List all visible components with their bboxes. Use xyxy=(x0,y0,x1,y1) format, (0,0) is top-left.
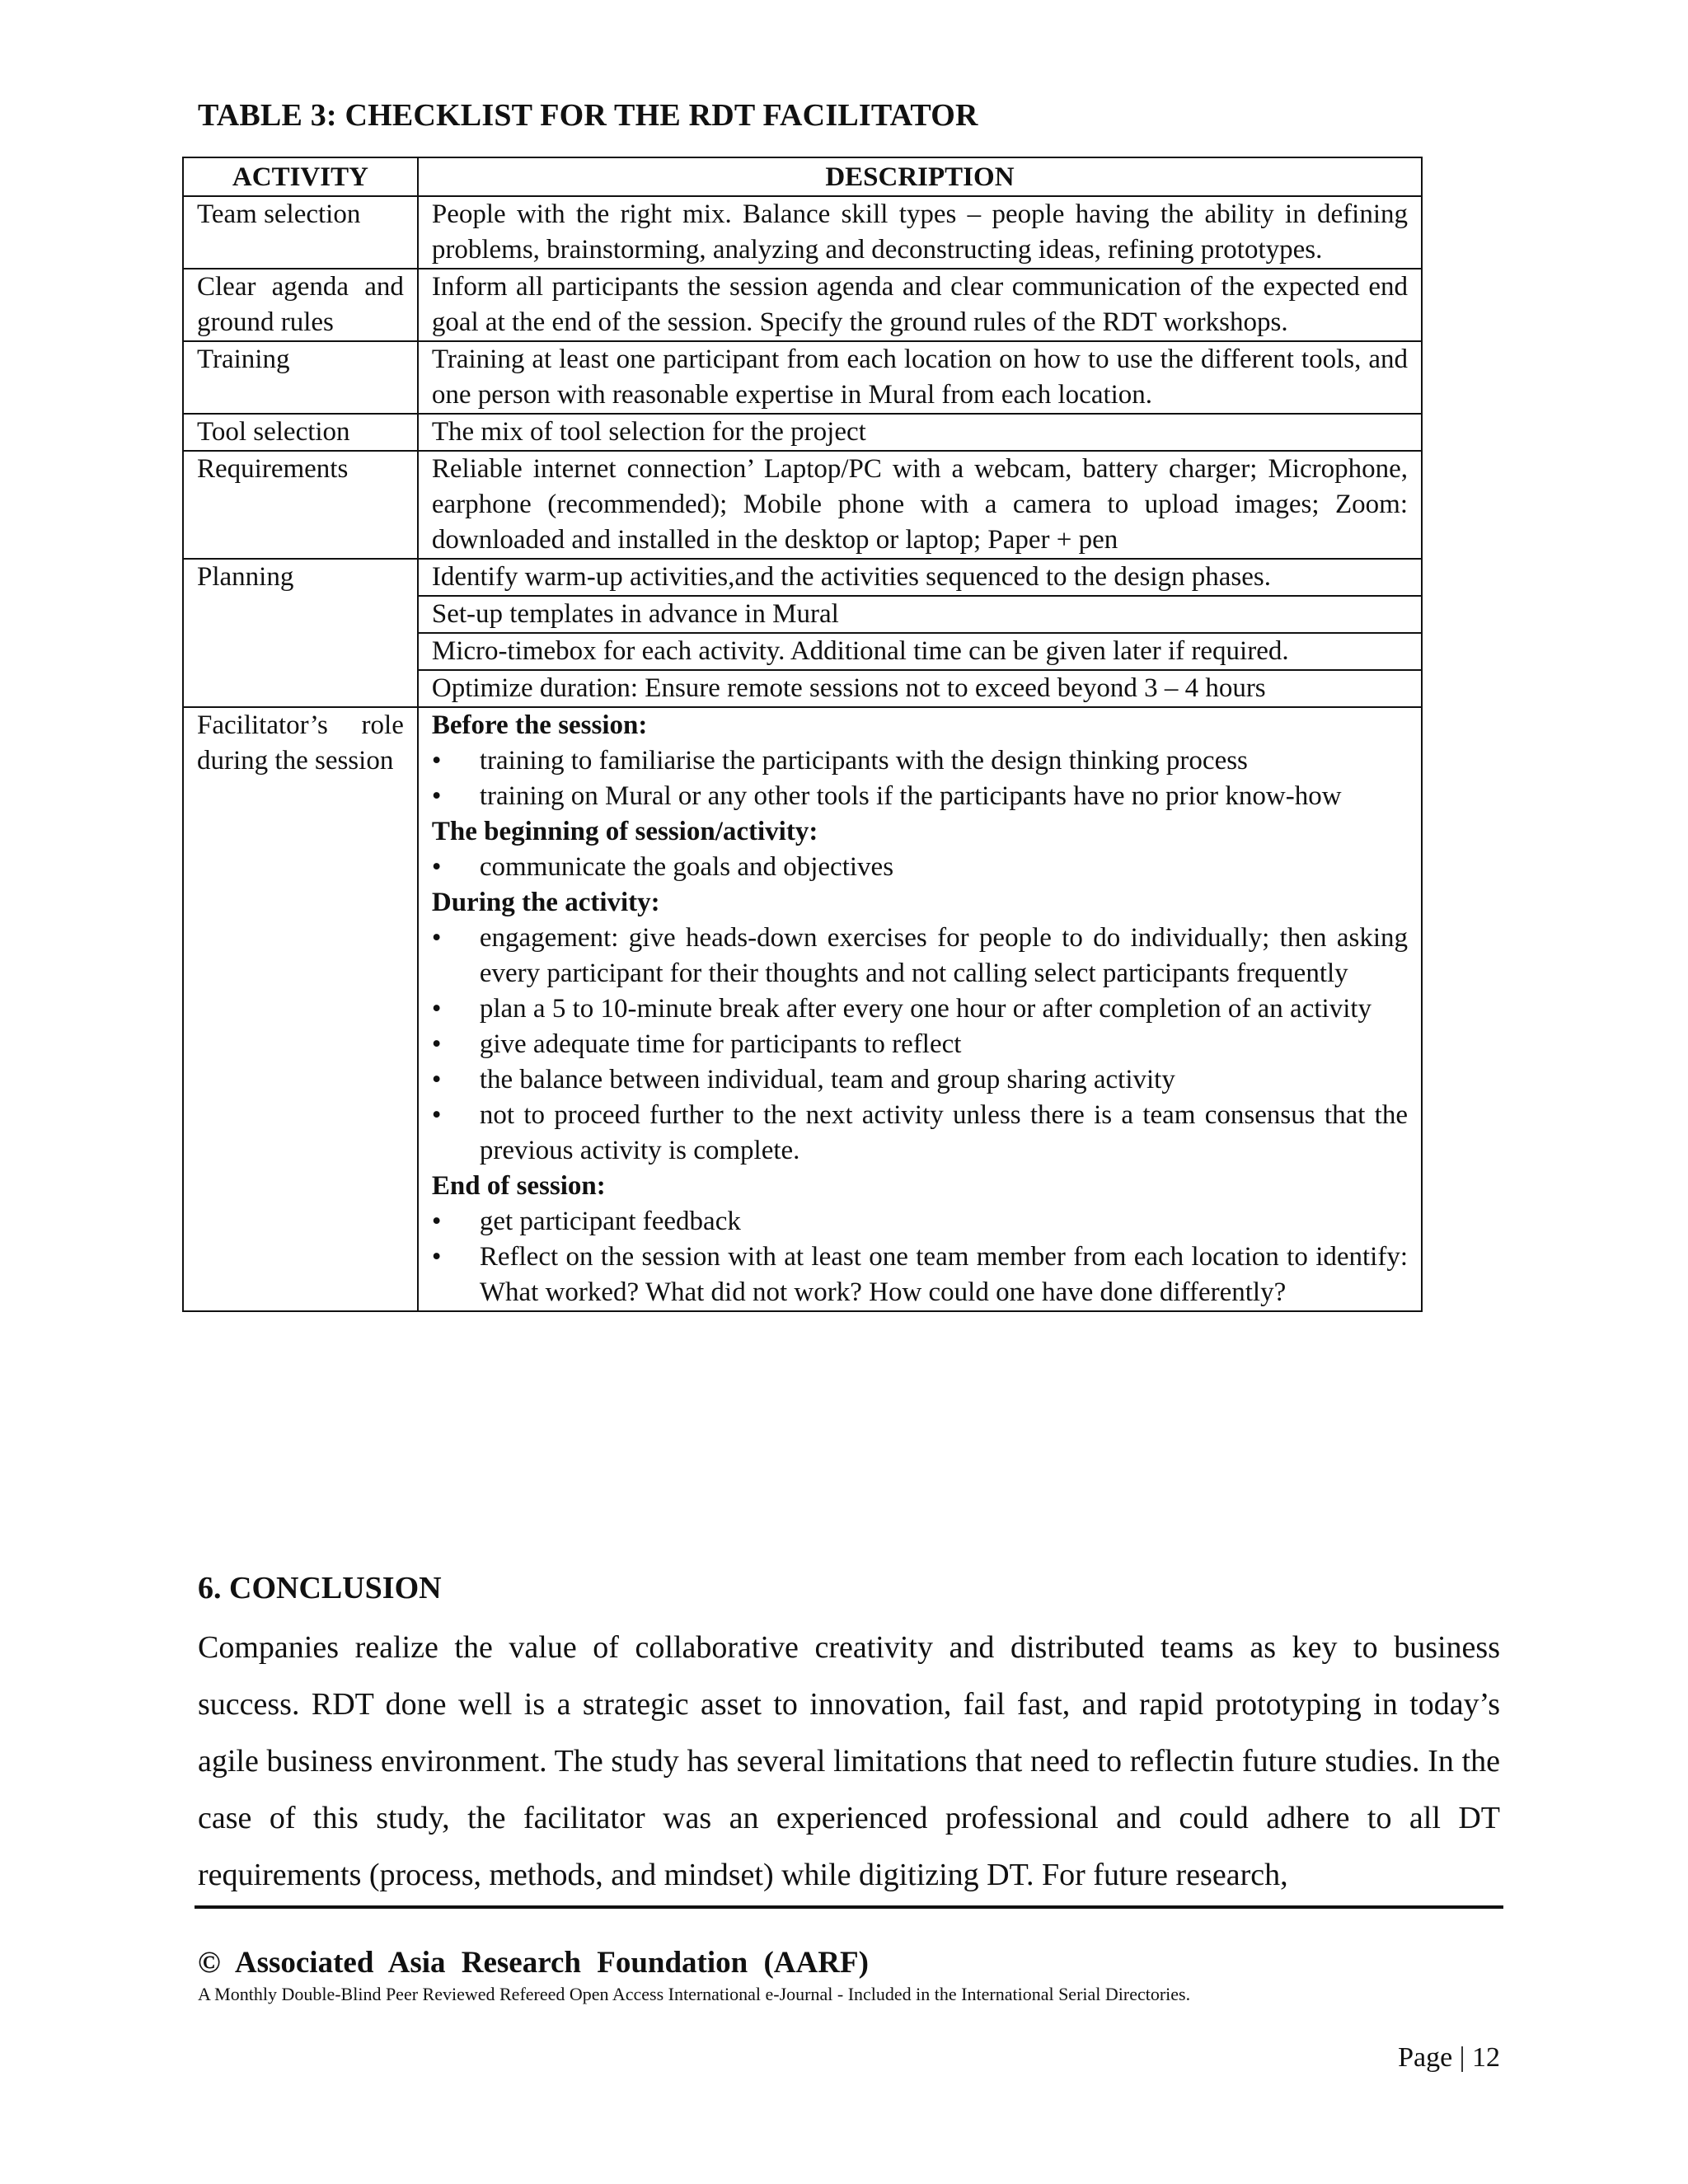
table-row xyxy=(183,414,1422,451)
page-number: Page | 12 xyxy=(1398,2042,1500,2073)
bullet-icon: • xyxy=(431,923,442,953)
list-item: • training on Mural or any other tools if the participants have no prior know-how xyxy=(432,779,1408,814)
subheading-before-session: Before the session: xyxy=(431,710,648,740)
activity-cell: Tool selection xyxy=(183,414,418,451)
list-item: • plan a 5 to 10-minute break after every one hour or after completion of an activity xyxy=(432,991,1408,1027)
column-header-activity: ACTIVITY xyxy=(183,157,418,196)
bullet-icon: • xyxy=(431,1065,442,1094)
subheading-end-session: End of session: xyxy=(431,1171,606,1201)
table-row xyxy=(183,341,1422,414)
activity-cell: Planning xyxy=(183,559,418,707)
checklist-table xyxy=(182,157,1423,1312)
beginning-session-list xyxy=(432,850,1408,885)
activity-cell: Training xyxy=(183,341,418,414)
description-cell xyxy=(418,707,1422,1311)
bullet-icon: • xyxy=(431,1242,442,1272)
table-row xyxy=(183,707,1422,1311)
list-item: • training to familiarise the participants with the design thinking process xyxy=(432,743,1408,779)
description-cell: Micro-timebox for each activity. Additional time can be given later if required. xyxy=(418,633,1422,670)
subheading-beginning-session: The beginning of session/activity: xyxy=(431,817,818,846)
table-header-row xyxy=(183,157,1422,196)
activity-cell: Team selection xyxy=(183,196,418,269)
bullet-icon: • xyxy=(431,1029,442,1059)
activity-cell: Facilitator’s role during the session xyxy=(183,707,418,1311)
footer-divider xyxy=(195,1905,1503,1909)
list-item: • get participant feedback xyxy=(432,1204,1408,1240)
description-cell: Reliable internet connection’ Laptop/PC with a webcam, battery charger; Microphone, earphone (recommended); Mobile phone with a camera to upload images; Zoom: downloaded and installed in the desktop or laptop; Paper + pen xyxy=(418,451,1422,559)
list-item: • Reflect on the session with at least one team member from each location to identify: What worked? What did not work? How could one have done differently? xyxy=(432,1240,1408,1310)
footer-journal-description: A Monthly Double-Blind Peer Reviewed Refereed Open Access International e-Journal - Included in the International Serial Directories. xyxy=(198,1984,1191,2004)
description-cell: Inform all participants the session agenda and clear communication of the expected end goal at the end of the session. Specify the ground rules of the RDT workshops. xyxy=(418,269,1422,341)
description-cell: People with the right mix. Balance skill types – people having the ability in defining problems, brainstorming, analyzing and deconstructing ideas, refining prototypes. xyxy=(418,196,1422,269)
table-row xyxy=(183,559,1422,596)
list-item: • the balance between individual, team and group sharing activity xyxy=(432,1062,1408,1098)
table-row xyxy=(183,451,1422,559)
during-activity-list xyxy=(432,921,1408,1169)
bullet-icon: • xyxy=(431,746,442,776)
description-cell: Identify warm-up activities,and the activities sequenced to the design phases. xyxy=(418,559,1422,596)
table-row xyxy=(183,196,1422,269)
activity-cell: Clear agenda and ground rules xyxy=(183,269,418,341)
bullet-icon: • xyxy=(431,852,442,882)
bullet-icon: • xyxy=(431,994,442,1024)
list-item: • give adequate time for participants to reflect xyxy=(432,1027,1408,1062)
conclusion-paragraph: Companies realize the value of collaborative creativity and distributed teams as key to business success. RDT done well is a strategic asset to innovation, fail fast, and rapid prototyping in today’s agile business environment. The study has several limitations that need to reflectin future studies. In the case of this study, the facilitator was an experienced professional and could adhere to all DT requirements (process, methods, and mindset) while digitizing DT. For future research, xyxy=(198,1630,1500,1892)
activity-cell: Requirements xyxy=(183,451,418,559)
before-session-list xyxy=(432,743,1408,814)
list-item: • not to proceed further to the next activity unless there is a team consensus that the previous activity is complete. xyxy=(432,1098,1408,1169)
table-title: TABLE 3: CHECKLIST FOR THE RDT FACILITATOR xyxy=(198,98,978,133)
bullet-icon: • xyxy=(431,1207,442,1236)
bullet-icon: • xyxy=(431,1100,442,1130)
description-cell: Training at least one participant from each location on how to use the different tools, and one person with reasonable expertise in Mural from each location. xyxy=(418,341,1422,414)
description-cell: Optimize duration: Ensure remote sessions not to exceed beyond 3 – 4 hours xyxy=(418,670,1422,707)
end-session-list xyxy=(432,1204,1408,1310)
description-cell: The mix of tool selection for the project xyxy=(418,414,1422,451)
bullet-icon: • xyxy=(431,781,442,811)
table-row xyxy=(183,269,1422,341)
list-item: • communicate the goals and objectives xyxy=(432,850,1408,885)
list-item: • engagement: give heads-down exercises for people to do individually; then asking every participant for their thoughts and not calling select participants frequently xyxy=(432,921,1408,991)
description-cell: Set-up templates in advance in Mural xyxy=(418,596,1422,633)
column-header-description: DESCRIPTION xyxy=(418,157,1422,196)
subheading-during-activity: During the activity: xyxy=(431,888,660,917)
section-heading-conclusion: 6. CONCLUSION xyxy=(198,1571,442,1605)
footer-organization: © Associated Asia Research Foundation (AARF) xyxy=(198,1946,869,1980)
